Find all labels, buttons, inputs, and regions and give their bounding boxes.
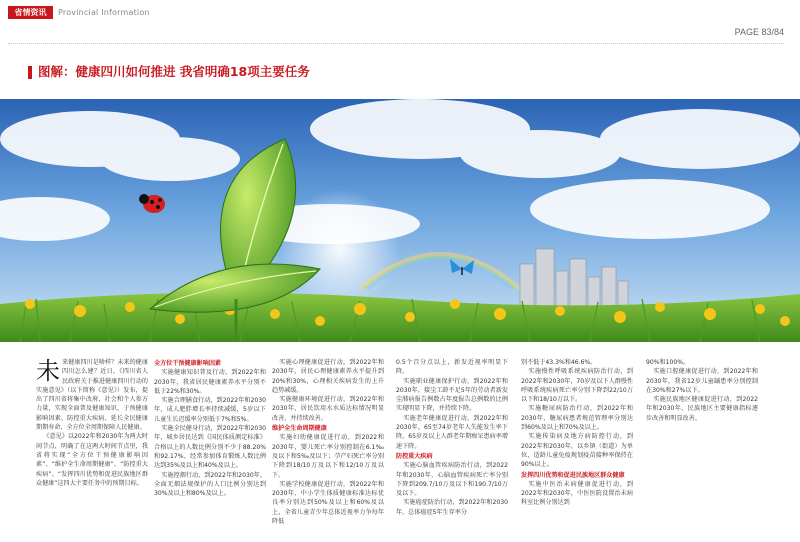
paragraph [36,358,148,432]
article-body [36,358,796,542]
paragraph-text: 实施妇幼健康促进行动，到2022和2030年，婴儿死亡率分别控制在6.1‰及以下和5‰及以下；孕产妇死亡率分别下降到18/10万及以下和12/10万及以下。 [272,434,384,479]
paragraph-text: 0.5个百分点以上，新发近视率明显下降。 [396,359,508,376]
paragraph [646,358,758,367]
section-subtitle: Provincial Information [58,8,150,17]
paragraph-text: 防控重大疾病 [396,452,433,460]
paragraph-text: 实施健康环境促进行动，到2022年和2030年，居民饮用水水质达标情况明显改善，并持续改善。 [272,396,384,422]
article-column-3 [272,358,384,542]
paragraph [36,432,148,488]
paragraph-text: 来健康四川是啥样？未来的健康四川怎么建？近日，《四川省人民政府关于推进健康四川行动的实施意见》（以下简称《意见》）发布，提出了四川省将集中改府、社会和个人参方力量，实现全面普及健康知识、于预健康影响因素、防控重大疾病、延长全民健康期期寿命、全方位全周期保障人民健康。 [36,359,148,432]
paragraph [521,404,633,432]
paragraph [396,498,508,517]
paragraph [521,367,633,404]
paragraph [154,368,266,396]
paragraph-text: 实施民族地区健康促进行动，到2022年和2030年，民族地区主要健康指标逐步改善和明显改善。 [646,396,758,422]
paragraph-text: 实施口腔健康促进行动，到2022年和2030年，我省12岁儿童龋患率分别控制在30%和27%以下。 [646,368,758,394]
article-column-2 [154,358,266,542]
paragraph-text: 实施中医治未病健康促进行动，到2022年和2030年，中医医院设置治未病科室比例分别达到 [521,480,633,507]
paragraph-text: 90%和100%。 [646,359,690,366]
paragraph-text: 发挥四川优势和促进民族地区群众健康 [521,471,625,479]
banner-image [0,99,800,342]
paragraph [521,480,633,508]
paragraph-text: 实施糖尿病防治行动，到2022年和2030年，糖尿病患者规范管理率分别达到60%及以上和70%及以上。 [521,405,633,432]
paragraph [396,461,508,498]
paragraph-text: 实施合理膳食行动，到2022年和2030年，成人肥胖增长率持续减缓，5岁以下儿童生长迟缓率分别低于7%和5%。 [154,397,266,423]
article-column-4 [396,358,508,542]
paragraph [272,395,384,423]
paragraph-text: 实施职业健康保护行动，到2022年和2030年，接尘工龄不足5年的劳动者新发尘肺病报告例数占年度报告总例数的比例实现明显下降，并持续下降。 [396,377,508,413]
paragraph-text: 实施学校健康促进行动，到2022年和2030年，中小学生体质健康标准达标优良率分别达到50%及以上和60%及以上，全省儿童青少年总体近视率力争每年降低 [272,480,384,526]
paragraph-text: 实施心理健康促进行动，到2022年和2030年，居民心理健康素养水平提升到20%和30%，心理相关疾病发生的上升趋势减缓。 [272,359,384,394]
article-column-1 [36,358,148,542]
paragraph [154,424,266,470]
paragraph-text: 实施传染病及地方病防控行动，到2022年和2030年，以乡镇（街道）为单位，适龄儿童免疫规划疫苗接种率保持在90%以上。 [521,433,633,469]
section-heading [272,424,384,433]
paragraph-text: 全方位干预健康影响因素 [154,360,222,367]
paragraph [154,396,266,424]
paragraph-text: 实施老年健康促进行动，到2022年和2030年，65至74岁老年人失能发生率下降，65岁及以上人群老年期痴呆患病率增速下降。 [396,414,508,450]
paragraph [272,358,384,395]
paragraph [646,395,758,423]
paragraph-text: 别不低于43.3%和46.6%。 [521,359,597,366]
paragraph [396,414,508,451]
paragraph-text: 维护全生命周期健康 [272,425,327,433]
paragraph [272,433,384,479]
paragraph-text: 实施控烟行动，到2022年和2030年，全面无烟法规保护的人口比例分别达到30%及以上和80%及以上。 [154,471,266,498]
paragraph-text: 实施慢性呼吸系统疾病防治行动，到2022年和2030年，70岁及以下人群慢性呼吸系统疾病死亡率分别下降到22/10万以下和18/10万以下。 [521,368,633,404]
section-heading [154,359,266,368]
section-tag: 省情资讯 [8,6,53,19]
paragraph [646,367,758,395]
paragraph [396,358,508,377]
paragraph-text: 实施全民健身行动，到2022年和2030年，城乡居民达到《国民体质测定标准》合格以上的人数比例分别不少于88.20%和92.17%，经常参加体育锻炼人数比例达到35%及以上和40%及以上。 [154,425,266,470]
paragraph [154,471,266,499]
title-accent-bar [28,66,32,79]
paragraph [396,377,508,414]
paragraph-text: 实施健康知识普及行动，到2022年和2030年，我省居民健康素养水平分别不低于22%和30%。 [154,369,266,395]
section-heading [521,471,633,480]
article-title: 图解：健康四川如何推进 我省明确18项主要任务 [38,64,310,79]
paragraph-text: 实施癌症防治行动，到2022年和2030年，总体癌症5年生存率分 [396,499,508,516]
section-heading [396,452,508,461]
header-divider [8,43,784,44]
drop-cap: 未 [36,358,60,385]
paragraph-text: 实施心脑血管疾病防治行动，到2022年和2030年，心脑血管疾病死亡率分别下降到209.7/10万及以下和190.7/10万及以下。 [396,462,508,498]
paragraph-text: 《意见》以2022年和2030年为两大时间节点，明确了在这两大时间节点里，我省将实现“全方位干预健康影响因素”、“维护全生命周期健康”、“防控重大疾病”、“发挥四川优势和促进民族地区群众健康”这四大主要任务中的预期目标。 [36,433,148,487]
paragraph [272,480,384,526]
paragraph [521,432,633,469]
article-column-5 [521,358,633,542]
article-column-6 [646,358,758,542]
page-number: PAGE 83/84 [734,27,784,37]
paragraph [521,358,633,367]
